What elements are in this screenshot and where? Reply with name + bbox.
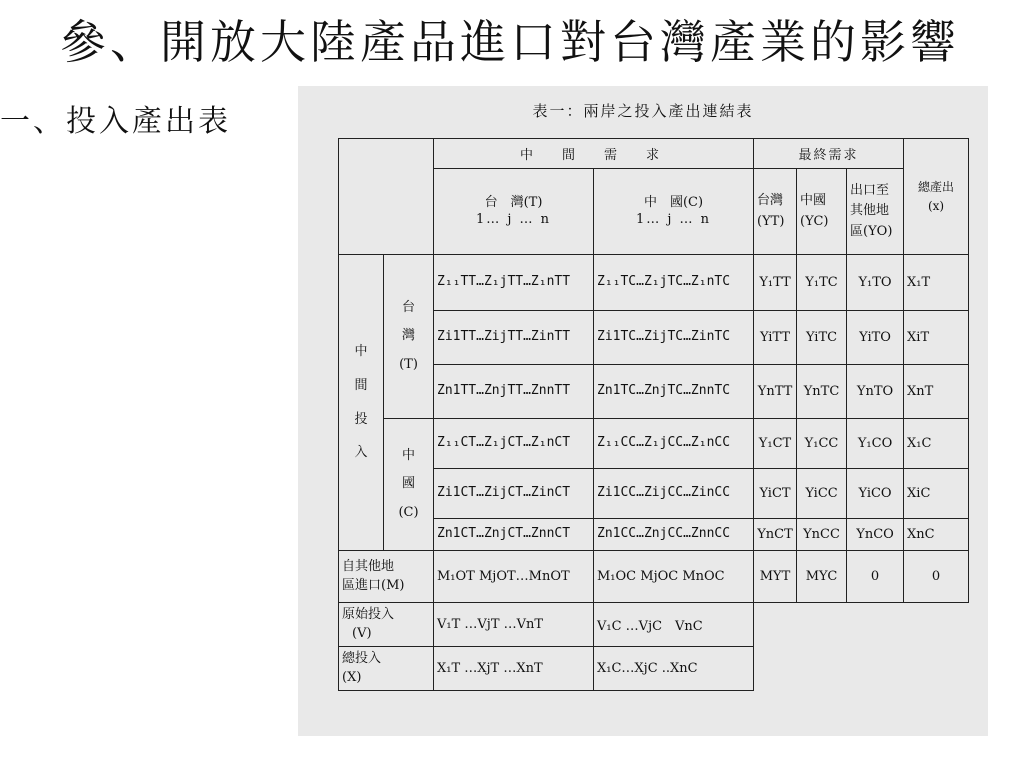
row-label-intermediate-input: 中 間 投 入 [339,255,384,551]
z-ct-row-i: Zi1CT…ZijCT…ZinCT [434,469,594,519]
y-co-1: Y₁CO [847,419,904,469]
primary-input-china: V₁C …VjC VnC [594,603,754,647]
y-tc-1: Y₁TC [797,255,847,311]
x-t-1: X₁T [904,255,969,311]
z-tt-row-n: Zn1TT…ZnjTT…ZnnTT [434,365,594,419]
y-tc-n: YnTC [797,365,847,419]
blank-cell [754,603,969,647]
header-final-export: 出口至 其他地 區(YO) [847,169,904,255]
y-co-n: YnCO [847,519,904,551]
row-label-other-imports: 自其他地 區進口(M) [339,551,434,603]
header-final-taiwan: 台灣 (YT) [754,169,797,255]
slide-title: 參、開放大陸產品進口對台灣產業的影響 [60,15,960,69]
imports-total: 0 [904,551,969,603]
y-tt-1: Y₁TT [754,255,797,311]
imports-taiwan: M₁OT MjOT…MnOT [434,551,594,603]
row-label-primary-input: 原始投入 (V) [339,603,434,647]
header-taiwan: 台 灣(T) 1… j … n [434,169,594,255]
total-input-china: X₁C…XjC ..XnC [594,647,754,691]
header-final-china: 中國 (YC) [797,169,847,255]
y-cc-i: YiCC [797,469,847,519]
blank-cell [754,647,969,691]
y-cc-n: YnCC [797,519,847,551]
imports-final-china: MYC [797,551,847,603]
header-final-demand: 最終需求 [754,139,904,169]
y-to-i: YiTO [847,311,904,365]
row-label-china: 中 國 (C) [384,419,434,551]
z-ct-row-n: Zn1CT…ZnjCT…ZnnCT [434,519,594,551]
input-output-table [338,138,969,691]
imports-final-export: 0 [847,551,904,603]
z-ct-row-1: Z₁₁CT…Z₁jCT…Z₁nCT [434,419,594,469]
section-subtitle: 一、投入產出表 [0,104,231,139]
y-tt-i: YiTT [754,311,797,365]
row-label-total-input: 總投入 (X) [339,647,434,691]
x-t-n: XnT [904,365,969,419]
y-ct-1: Y₁CT [754,419,797,469]
z-tt-row-i: Zi1TT…ZijTT…ZinTT [434,311,594,365]
z-cc-row-n: Zn1CC…ZnjCC…ZnnCC [594,519,754,551]
y-tt-n: YnTT [754,365,797,419]
header-intermediate-demand: 中 間 需 求 [434,139,754,169]
z-tc-row-i: Zi1TC…ZijTC…ZinTC [594,311,754,365]
corner-cell [339,139,434,255]
y-to-1: Y₁TO [847,255,904,311]
y-tc-i: YiTC [797,311,847,365]
total-input-taiwan: X₁T …XjT …XnT [434,647,594,691]
header-total-output: 總產出 (x) [904,139,969,255]
header-china: 中 國(C) 1… j … n [594,169,754,255]
y-co-i: YiCO [847,469,904,519]
imports-china: M₁OC MjOC MnOC [594,551,754,603]
z-cc-row-1: Z₁₁CC…Z₁jCC…Z₁nCC [594,419,754,469]
y-to-n: YnTO [847,365,904,419]
z-cc-row-i: Zi1CC…ZijCC…ZinCC [594,469,754,519]
y-cc-1: Y₁CC [797,419,847,469]
imports-final-taiwan: MYT [754,551,797,603]
z-tc-row-n: Zn1TC…ZnjTC…ZnnTC [594,365,754,419]
x-t-i: XiT [904,311,969,365]
x-c-i: XiC [904,469,969,519]
scanned-table-image [298,86,988,736]
x-c-1: X₁C [904,419,969,469]
y-ct-i: YiCT [754,469,797,519]
table-caption: 表一：兩岸之投入產出連結表 [532,102,754,120]
row-label-taiwan: 台 灣 (T) [384,255,434,419]
primary-input-taiwan: V₁T …VjT …VnT [434,603,594,647]
z-tt-row-1: Z₁₁TT…Z₁jTT…Z₁nTT [434,255,594,311]
y-ct-n: YnCT [754,519,797,551]
x-c-n: XnC [904,519,969,551]
z-tc-row-1: Z₁₁TC…Z₁jTC…Z₁nTC [594,255,754,311]
